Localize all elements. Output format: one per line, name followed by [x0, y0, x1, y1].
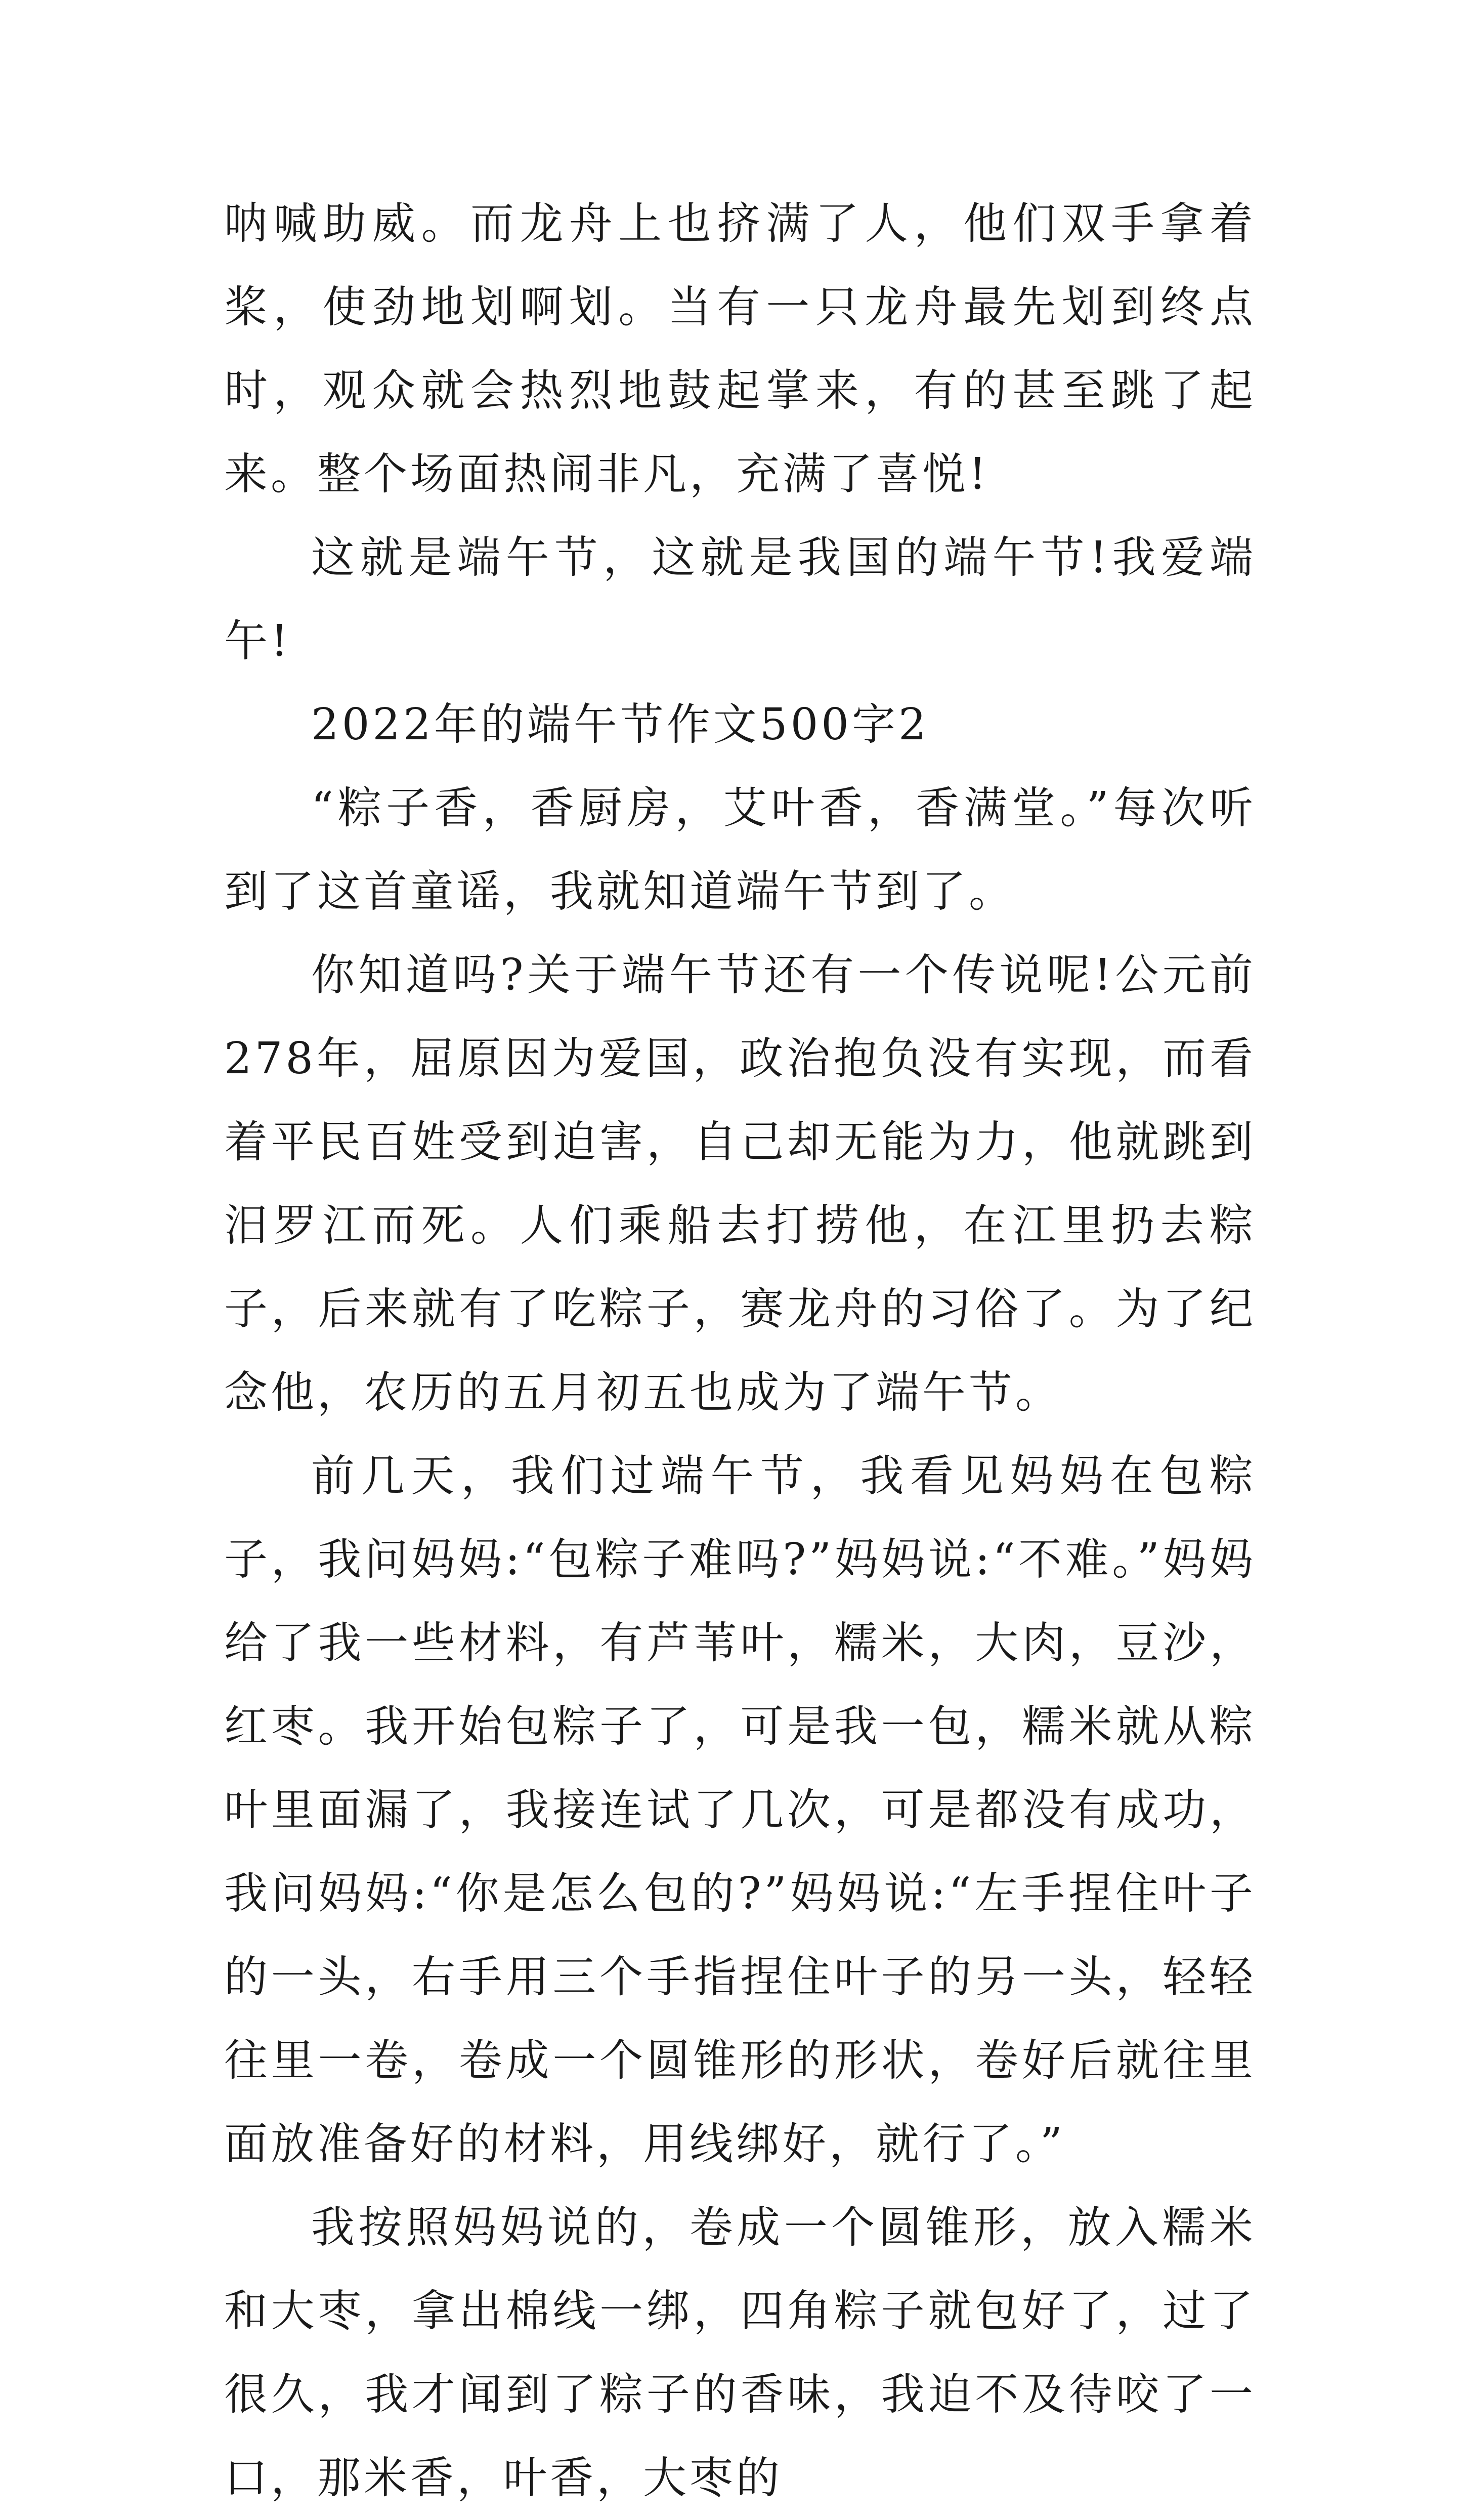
- paragraph-6: 我按照妈妈说的，卷成一个圆锥形，放入糯米和大枣，拿出棉线一绑，四角粽子就包好了，过了很久，我才闻到了粽子的香味，我迫不及待咬了一口，那米香，叶香，大枣的: [224, 2202, 1256, 2503]
- document-body: [224, 182, 1256, 2520]
- paragraph-4: 你知道吗?关于端午节还有一个传说呢!公元前278年，屈原因为爱国，政治抱负没有实现，而看着平民百姓受到迫害，自己却无能为力，他就跳到汨罗江而死。人们乘船去打捞他，在江里扔去粽子，后来就有了吃粽子，赛龙舟的习俗了。为了纪念他，农历的五月初五也成为了端午节。: [224, 950, 1256, 1418]
- paragraph-1: 呐喊助威。而龙舟上也挤满了人，他们双手拿着桨，使劲地划啊划。当有一只龙舟最先划到终点时，观众就会热烈地鼓起掌来，有的甚至跳了起来。整个场面热闹非凡，充满了喜悦!: [224, 198, 1256, 499]
- essay-heading: 2022年的端午节作文500字2: [311, 699, 929, 750]
- paragraph-2: 这就是端午节，这就是我国的端午节!我爱端午!: [224, 532, 1256, 666]
- paragraph-3: “粽子香，香厨房，艾叶香，香满堂。”每次听到了这首童谣，我就知道端午节到了。: [224, 783, 1256, 917]
- paragraph-5: 前几天，我们过端午节，我看见妈妈在包粽子，我问妈妈:“包粽子难吗?”妈妈说:“不难。”妈妈给了我一些材料，有芦苇叶，糯米，大肉，豆沙，红枣。我开始包粽子了，可是我一包，糯米就从粽叶里面漏了，我接连试了几次，可是都没有成功，我问妈妈:“你是怎么包的?”妈妈说:“左手捏住叶子的一头，右手用三个手指捏住叶子的另一头，轻轻往里一卷，卷成一个圆锥形的形状，卷好后就往里面放准备好的材料，用线绑好，就行了。”: [224, 1451, 1256, 2169]
